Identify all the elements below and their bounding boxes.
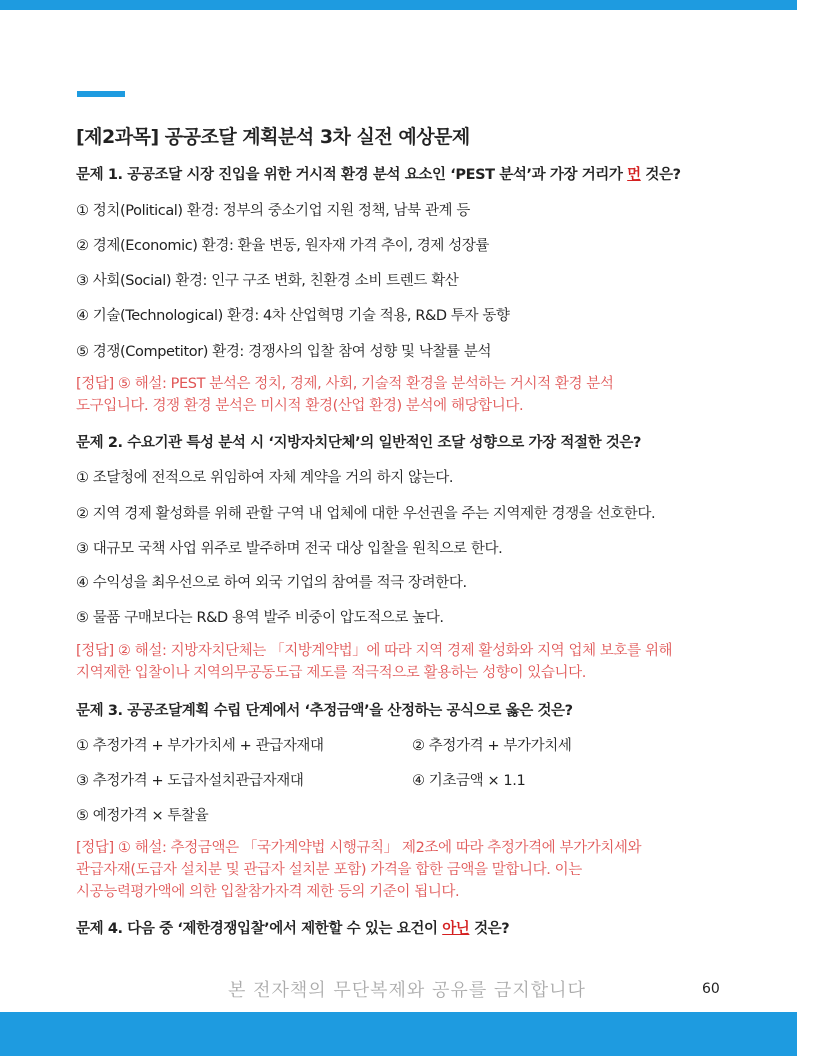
option: ⑤ 물품 구매보다는 R&D 용역 발주 비중이 압도적으로 높다.	[76, 610, 444, 626]
top-banner	[0, 0, 797, 10]
option: ② 지역 경제 활성화를 위해 관할 구역 내 업체에 대한 우선권을 주는 지역제한 경쟁을 선호한다.	[76, 506, 656, 522]
answer-explanation: [정답] ② 해설: 지방자치단체는 「지방계약법」에 따라 지역 경제 활성화와 지역 업체 보호를 위해 지역제한 입찰이나 지역의무공동도급 제도를 적극적으로 활용하는 성향이 있습니다.	[76, 643, 673, 681]
option: ④ 기초금액 × 1.1	[412, 773, 526, 789]
option: ⑤ 경쟁(Competitor) 환경: 경쟁사의 입찰 참여 성향 및 낙찰률 분석	[76, 344, 492, 360]
accent-line	[77, 91, 125, 97]
question-4	[76, 917, 509, 938]
question-1	[76, 163, 681, 184]
question-text-end: 것은?	[640, 167, 681, 183]
page-number: 60	[702, 981, 720, 997]
option: ⑤ 예정가격 × 투찰율	[76, 808, 209, 824]
option: ② 추정가격 + 부가가치세	[412, 738, 572, 754]
question-highlight: 먼	[627, 167, 641, 183]
option: ① 정치(Political) 환경: 정부의 중소기업 지원 정책, 남북 관계 등	[76, 203, 470, 219]
option: ③ 추정가격 + 도급자설치관급자재대	[76, 773, 304, 789]
answer-explanation: [정답] ① 해설: 추정금액은 「국가계약법 시행규칙」 제2조에 따라 추정가격에 부가가치세와 관급자재(도급자 설치분 및 관급자 설치분 포함) 가격을 합한 금액을 말합니다. 이는 시공능력평가액에 의한 입찰참가자격 제한 등의 기준이 됩니다.	[76, 840, 642, 900]
question-text: 문제 4. 다음 중 ‘제한경쟁입찰’에서 제한할 수 있는 요건이	[76, 921, 443, 937]
option: ③ 사회(Social) 환경: 인구 구조 변화, 친환경 소비 트렌드 확산	[76, 273, 459, 289]
option: ① 조달청에 전적으로 위임하여 자체 계약을 거의 하지 않는다.	[76, 470, 454, 486]
question-text-end: 것은?	[469, 921, 510, 937]
option: ③ 대규모 국책 사업 위주로 발주하며 전국 대상 입찰을 원칙으로 한다.	[76, 541, 503, 557]
option: ④ 수익성을 최우선으로 하여 외국 기업의 참여를 적극 장려한다.	[76, 575, 467, 591]
bottom-banner	[0, 1012, 797, 1056]
copyright-notice: 본 전자책의 무단복제와 공유를 금지합니다	[228, 980, 586, 1001]
page-title: [제2과목] 공공조달 계획분석 3차 실전 예상문제	[76, 126, 470, 148]
option: ② 경제(Economic) 환경: 환율 변동, 원자재 가격 추이, 경제 성장률	[76, 238, 490, 254]
question-highlight: 아닌	[442, 921, 470, 937]
question-text: 문제 1. 공공조달 시장 진입을 위한 거시적 환경 분석 요소인 ‘PEST 분석’과 가장 거리가	[76, 167, 628, 183]
option: ④ 기술(Technological) 환경: 4차 산업혁명 기술 적용, R&D 투자 동향	[76, 308, 510, 324]
answer-explanation: [정답] ⑤ 해설: PEST 분석은 정치, 경제, 사회, 기술적 환경을 분석하는 거시적 환경 분석 도구입니다. 경쟁 환경 분석은 미시적 환경(산업 환경) 분석에 해당합니다.	[76, 376, 614, 414]
question-3: 문제 3. 공공조달계획 수립 단계에서 ‘추정금액’을 산정하는 공식으로 옳은 것은?	[76, 703, 573, 719]
option: ① 추정가격 + 부가가치세 + 관급자재대	[76, 738, 324, 754]
question-2: 문제 2. 수요기관 특성 분석 시 ‘지방자치단체’의 일반적인 조달 성향으로 가장 적절한 것은?	[76, 435, 642, 451]
